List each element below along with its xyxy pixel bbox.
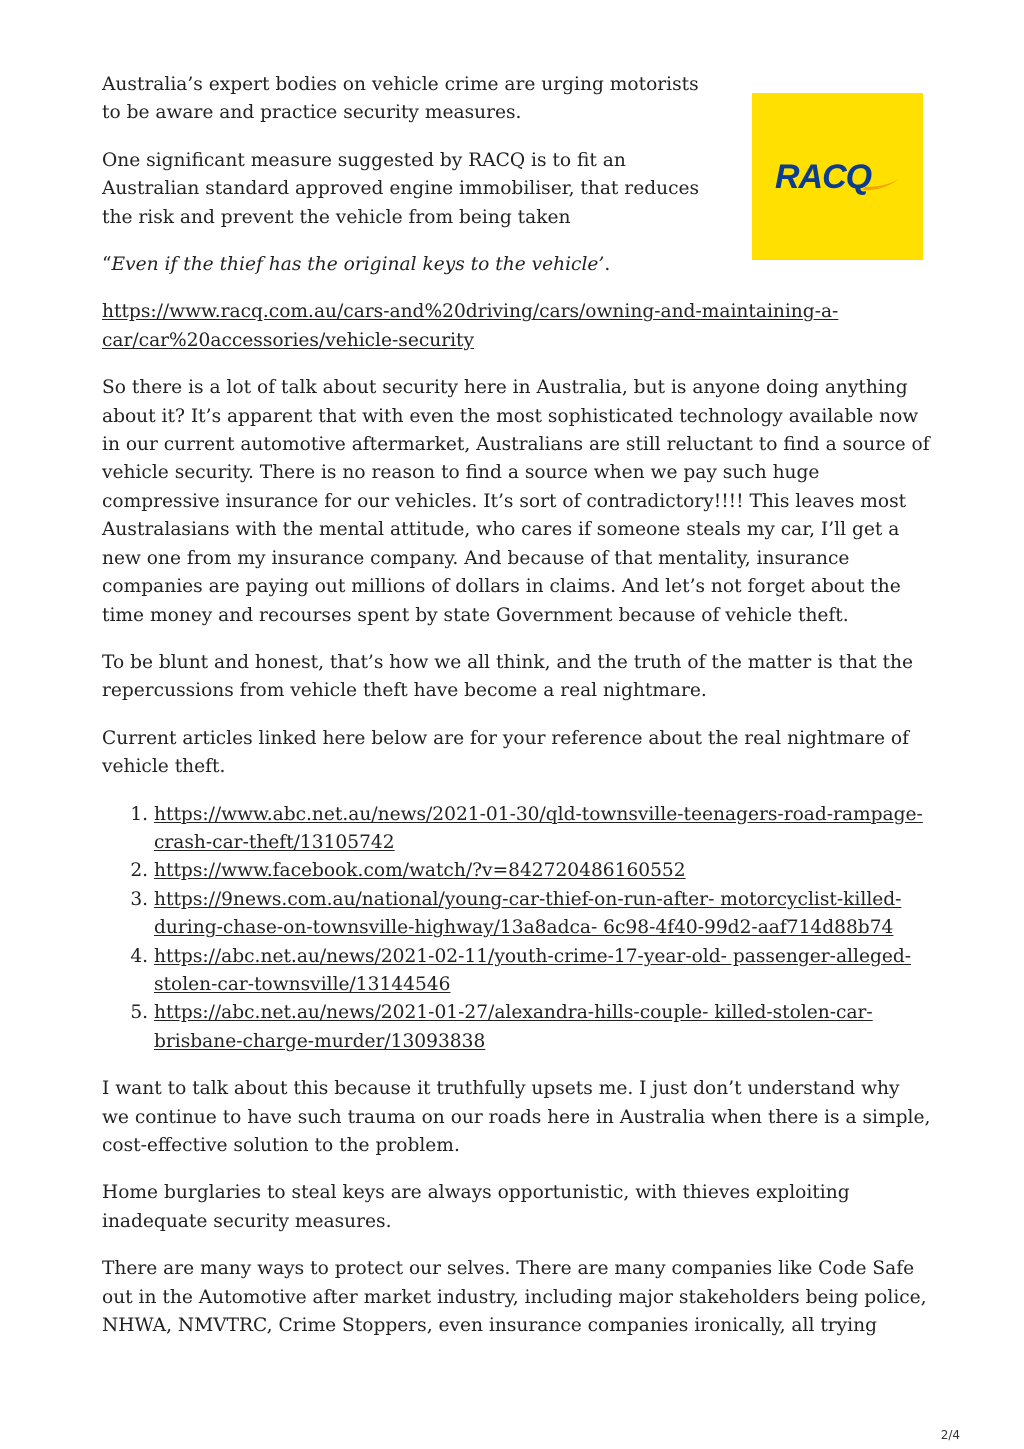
list-item (154, 886, 932, 943)
intro-paragraph: Australia’s expert bodies on vehicle crime are urging motorists to be aware and practice security measures. (102, 74, 699, 124)
reference-link-abc-rampage[interactable]: https://www.abc.net.au/news/2021-01-30/qld-townsville-teenagers-road-rampage-crash-car-theft/13105742 (154, 803, 923, 853)
security-talk-paragraph: So there is a lot of talk about security here in Australia, but is anyone doing anything about it? It’s apparent that with even the most sophisticated technology available now in our current automotive aftermarket, Australians are still reluctant to find a source of vehicle security. There is no reason to find a source when we pay such huge compressive insurance for our vehicles. It’s sort of contradictory!!!! This leaves most Australasians with the mental attitude, who cares if someone steals my car, I’ll get a new one from my insurance company. And because of that mentality, insurance companies are paying out millions of dollars in claims. And let’s not forget about the time money and recourses spent by state Government because of vehicle theft. (102, 377, 930, 626)
article-body (102, 71, 932, 1359)
racq-vehicle-security-link[interactable]: https://www.racq.com.au/cars-and%20driving/cars/owning-and-maintaining-a-car/car%20accessories/vehicle-security (102, 301, 839, 351)
list-item (154, 857, 932, 885)
upset-paragraph: I want to talk about this because it truthfully upsets me. I just don’t understand why we continue to have such trauma on our roads here in Australia when there is a simple, cost-effective solution to the problem. (102, 1078, 931, 1156)
reference-list (102, 801, 932, 1057)
reference-link-abc-alexandra-hills[interactable]: https://abc.net.au/news/2021-01-27/alexandra-hills-couple- killed-stolen-car-brisbane-charge-murder/13093838 (154, 1002, 873, 1052)
protection-paragraph: There are many ways to protect our selves. There are many companies like Code Safe out in the Automotive after market industry, including major stakeholders being police, NHWA, NMVTRC, Crime Stoppers, even insurance companies ironically, all trying (102, 1258, 927, 1337)
reference-link-abc-youth-crime[interactable]: https://abc.net.au/news/2021-02-11/youth-crime-17-year-old- passenger-alleged-stolen-car-townsville/13144546 (154, 945, 912, 995)
racq-logo-text: RACQ (774, 157, 871, 196)
burglaries-paragraph: Home burglaries to steal keys are always opportunistic, with thieves exploiting inadequate security measures. (102, 1182, 850, 1232)
reference-link-9news[interactable]: https://9news.com.au/national/young-car-thief-on-run-after- motorcyclist-killed-during-chase-on-townsville-highway/13a8adca- 6c98-4f40-99d2-aaf714d88b74 (154, 888, 902, 939)
quote-open-mark: “ (102, 254, 112, 276)
list-item (154, 943, 932, 1000)
immobiliser-paragraph: One significant measure suggested by RACQ is to fit an Australian standard approved engine immobiliser, that reduces the risk and prevent the vehicle from being taken (102, 149, 700, 228)
reference-link-facebook[interactable]: https://www.facebook.com/watch/?v=842720486160552 (154, 860, 686, 882)
quote-paragraph (102, 251, 717, 279)
quote-close-mark: . (604, 254, 611, 276)
blunt-paragraph: To be blunt and honest, that’s how we all think, and the truth of the matter is that the repercussions from vehicle theft have become a real nightmare. (102, 651, 913, 702)
page-number: 2/4 (940, 1428, 960, 1442)
list-item (154, 999, 932, 1056)
quote-text: Even if the thief has the original keys to the vehicle’ (111, 254, 605, 276)
articles-intro-paragraph: Current articles linked here below are for your reference about the real nightmare of vehicle theft. (102, 727, 909, 778)
racq-link-paragraph (102, 298, 932, 355)
list-item (154, 801, 932, 858)
